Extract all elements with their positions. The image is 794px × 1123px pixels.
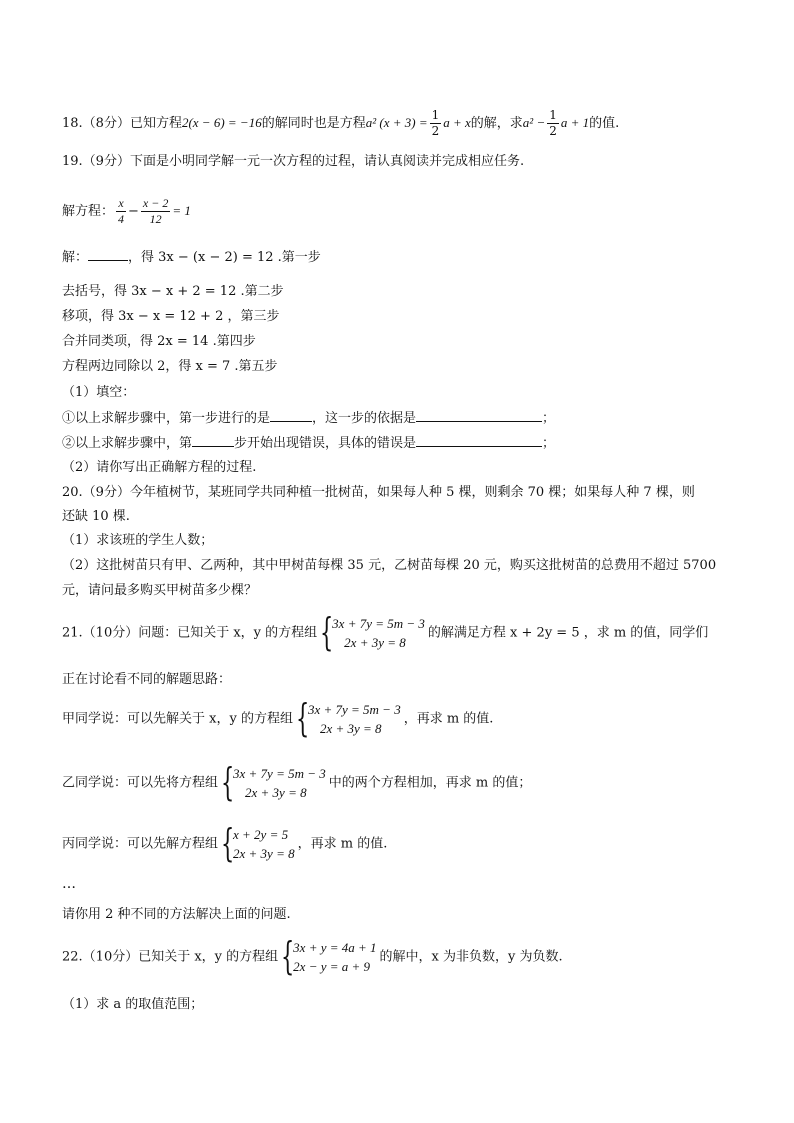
left-brace-icon: { (281, 934, 295, 978)
q21-text-a: 21.（10分）问题：已知关于 x，y 的方程组 (62, 625, 318, 641)
q20-part2-line2: 元，请问最多购买甲树苗多少棵？ (62, 583, 258, 598)
q21-bing (62, 821, 388, 865)
q19-blank1-answer-2[interactable] (416, 409, 542, 422)
q21-yi-system: { 3x + 7y = 5m − 3 2x + 3y = 8 (221, 760, 326, 804)
q22-text-b: 的解中，x 为非负数，y 为负数. (379, 949, 563, 965)
q18-expr3a: a² − (522, 115, 546, 130)
q19-blank1-text-b: ，这一步的依据是 (312, 411, 417, 426)
q19-fraction-1: $\frac{x}{4}$ (118, 196, 125, 226)
q19-eq-label: 解方程： (62, 204, 115, 219)
left-brace-icon: { (295, 696, 310, 740)
q21-bing-system: { x + 2y = 5 2x + 3y = 8 (221, 821, 295, 865)
q20-line1: 20.（9分）今年植树节，某班同学共同种植一批树苗，如果每人种 5 棵，则剩余 70 棵；如果每人种 7 棵，则 (62, 485, 695, 500)
q18-expr2a: a² (x + 3) = (365, 115, 428, 130)
q20-line2: 还缺 10 棵. (62, 509, 130, 524)
q19-blank2-answer-2[interactable] (416, 434, 542, 447)
q18-text-c: 的解，求 (470, 116, 523, 131)
q21-jia-text-b: ，再求 m 的值. (403, 711, 494, 727)
q19-blank-line-1 (62, 409, 555, 428)
q22-part1: （1）求 a 的取值范围； (62, 997, 204, 1012)
q19-step3: 移项，得 3x − x = 12 + 2 ，第三步 (62, 309, 280, 324)
q18-half-fraction-2: $\frac{1}{2}$ (549, 108, 557, 138)
q21-jia-text-a: 甲同学说：可以先解关于 x，y 的方程组 (62, 711, 293, 727)
q21-system-1: { 3x + 7y = 5m − 3 2x + 3y = 8 (320, 610, 425, 654)
q21-ellipsis: … (62, 876, 76, 892)
q21-yi-text-a: 乙同学说：可以先将方程组 (62, 775, 219, 791)
q19-blank2-text-a: ②以上求解步骤中，第 (62, 436, 193, 451)
q21-closing: 请你用 2 种不同的方法解决上面的问题. (62, 907, 291, 922)
left-brace-icon: { (320, 610, 334, 654)
q19-title: 19.（9分）下面是小明同学解一元一次方程的过程，请认真阅读并完成相应任务. (62, 154, 525, 169)
q20-part2-line1: （2）这批树苗只有甲、乙两种，其中甲树苗每棵 35 元，乙树苗每棵 20 元，购买这批树苗的总费用不超过 5700 (62, 558, 717, 573)
q21-problem (62, 610, 709, 654)
q18-expr3b: a + 1 (560, 115, 590, 130)
q19-step1-text: ，得 3x − (x − 2) = 12 .第一步 (128, 250, 321, 265)
q19-blank1-answer-1[interactable] (270, 409, 312, 422)
q21-bing-text-a: 丙同学说：可以先解方程组 (62, 836, 219, 852)
q19-step1 (62, 248, 321, 267)
q19-fraction-2: $\frac{x - 2}{12}$ (142, 196, 169, 226)
left-brace-icon: { (221, 760, 235, 804)
q19-part1: （1）填空： (62, 385, 136, 400)
q19-eq-rhs: = 1 (172, 203, 191, 218)
q21-yi-text-b: 中的两个方程相加，再求 m 的值； (328, 775, 532, 791)
q19-part2: （2）请你写出正确解方程的过程. (62, 460, 257, 475)
q19-step1-prefix: 解： (62, 250, 89, 265)
q19-blank2-text-b: 步开始出现错误，具体的错误是 (234, 436, 417, 451)
q19-step5: 方程两边同除以 2，得 x = 7 .第五步 (62, 359, 278, 374)
q22-text-a: 22.（10分）已知关于 x，y 的方程组 (62, 949, 279, 965)
q18-text-d: 的值. (589, 116, 620, 131)
q21-line2: 正在讨论看不同的解题思路： (62, 672, 232, 687)
q21-yi (62, 760, 532, 804)
q22-problem (62, 934, 563, 978)
q19-blank1-text-c: ； (542, 411, 556, 426)
q18-expr2b: a + x (443, 115, 471, 130)
q19-step1-blank (88, 248, 128, 261)
q21-jia (62, 696, 494, 740)
q21-jia-system: { 3x + 7y = 5m − 3 2x + 3y = 8 (295, 696, 401, 740)
q19-blank2-text-c: ； (542, 436, 556, 451)
q18-half-fraction: $\frac{1}{2}$ (431, 108, 440, 138)
q19-blank2-answer-1[interactable] (192, 434, 234, 447)
q18-text-b: 的解同时也是方程 (261, 116, 366, 131)
q19-blank-line-2 (62, 434, 555, 453)
q18-expr1: 2(x − 6) = −16 (181, 115, 262, 130)
q19-step2: 去括号，得 3x − x + 2 = 12 .第二步 (62, 284, 284, 299)
q19-equation (62, 196, 191, 227)
q21-bing-text-b: ，再求 m 的值. (297, 836, 388, 852)
q18-line (62, 108, 619, 139)
q19-step4: 合并同类项，得 2x = 14 .第四步 (62, 334, 256, 349)
q18-text-a: 18.（8分）已知方程 (62, 116, 182, 131)
q21-text-b: 的解满足方程 x + 2y = 5 ，求 m 的值，同学们 (427, 625, 709, 641)
q19-minus: − (128, 204, 139, 219)
q20-part1: （1）求该班的学生人数； (62, 533, 214, 548)
left-brace-icon: { (221, 821, 235, 865)
q19-blank1-text-a: ①以上求解步骤中，第一步进行的是 (62, 411, 271, 426)
q22-system: { 3x + y = 4a + 1 2x − y = a + 9 (281, 934, 377, 978)
